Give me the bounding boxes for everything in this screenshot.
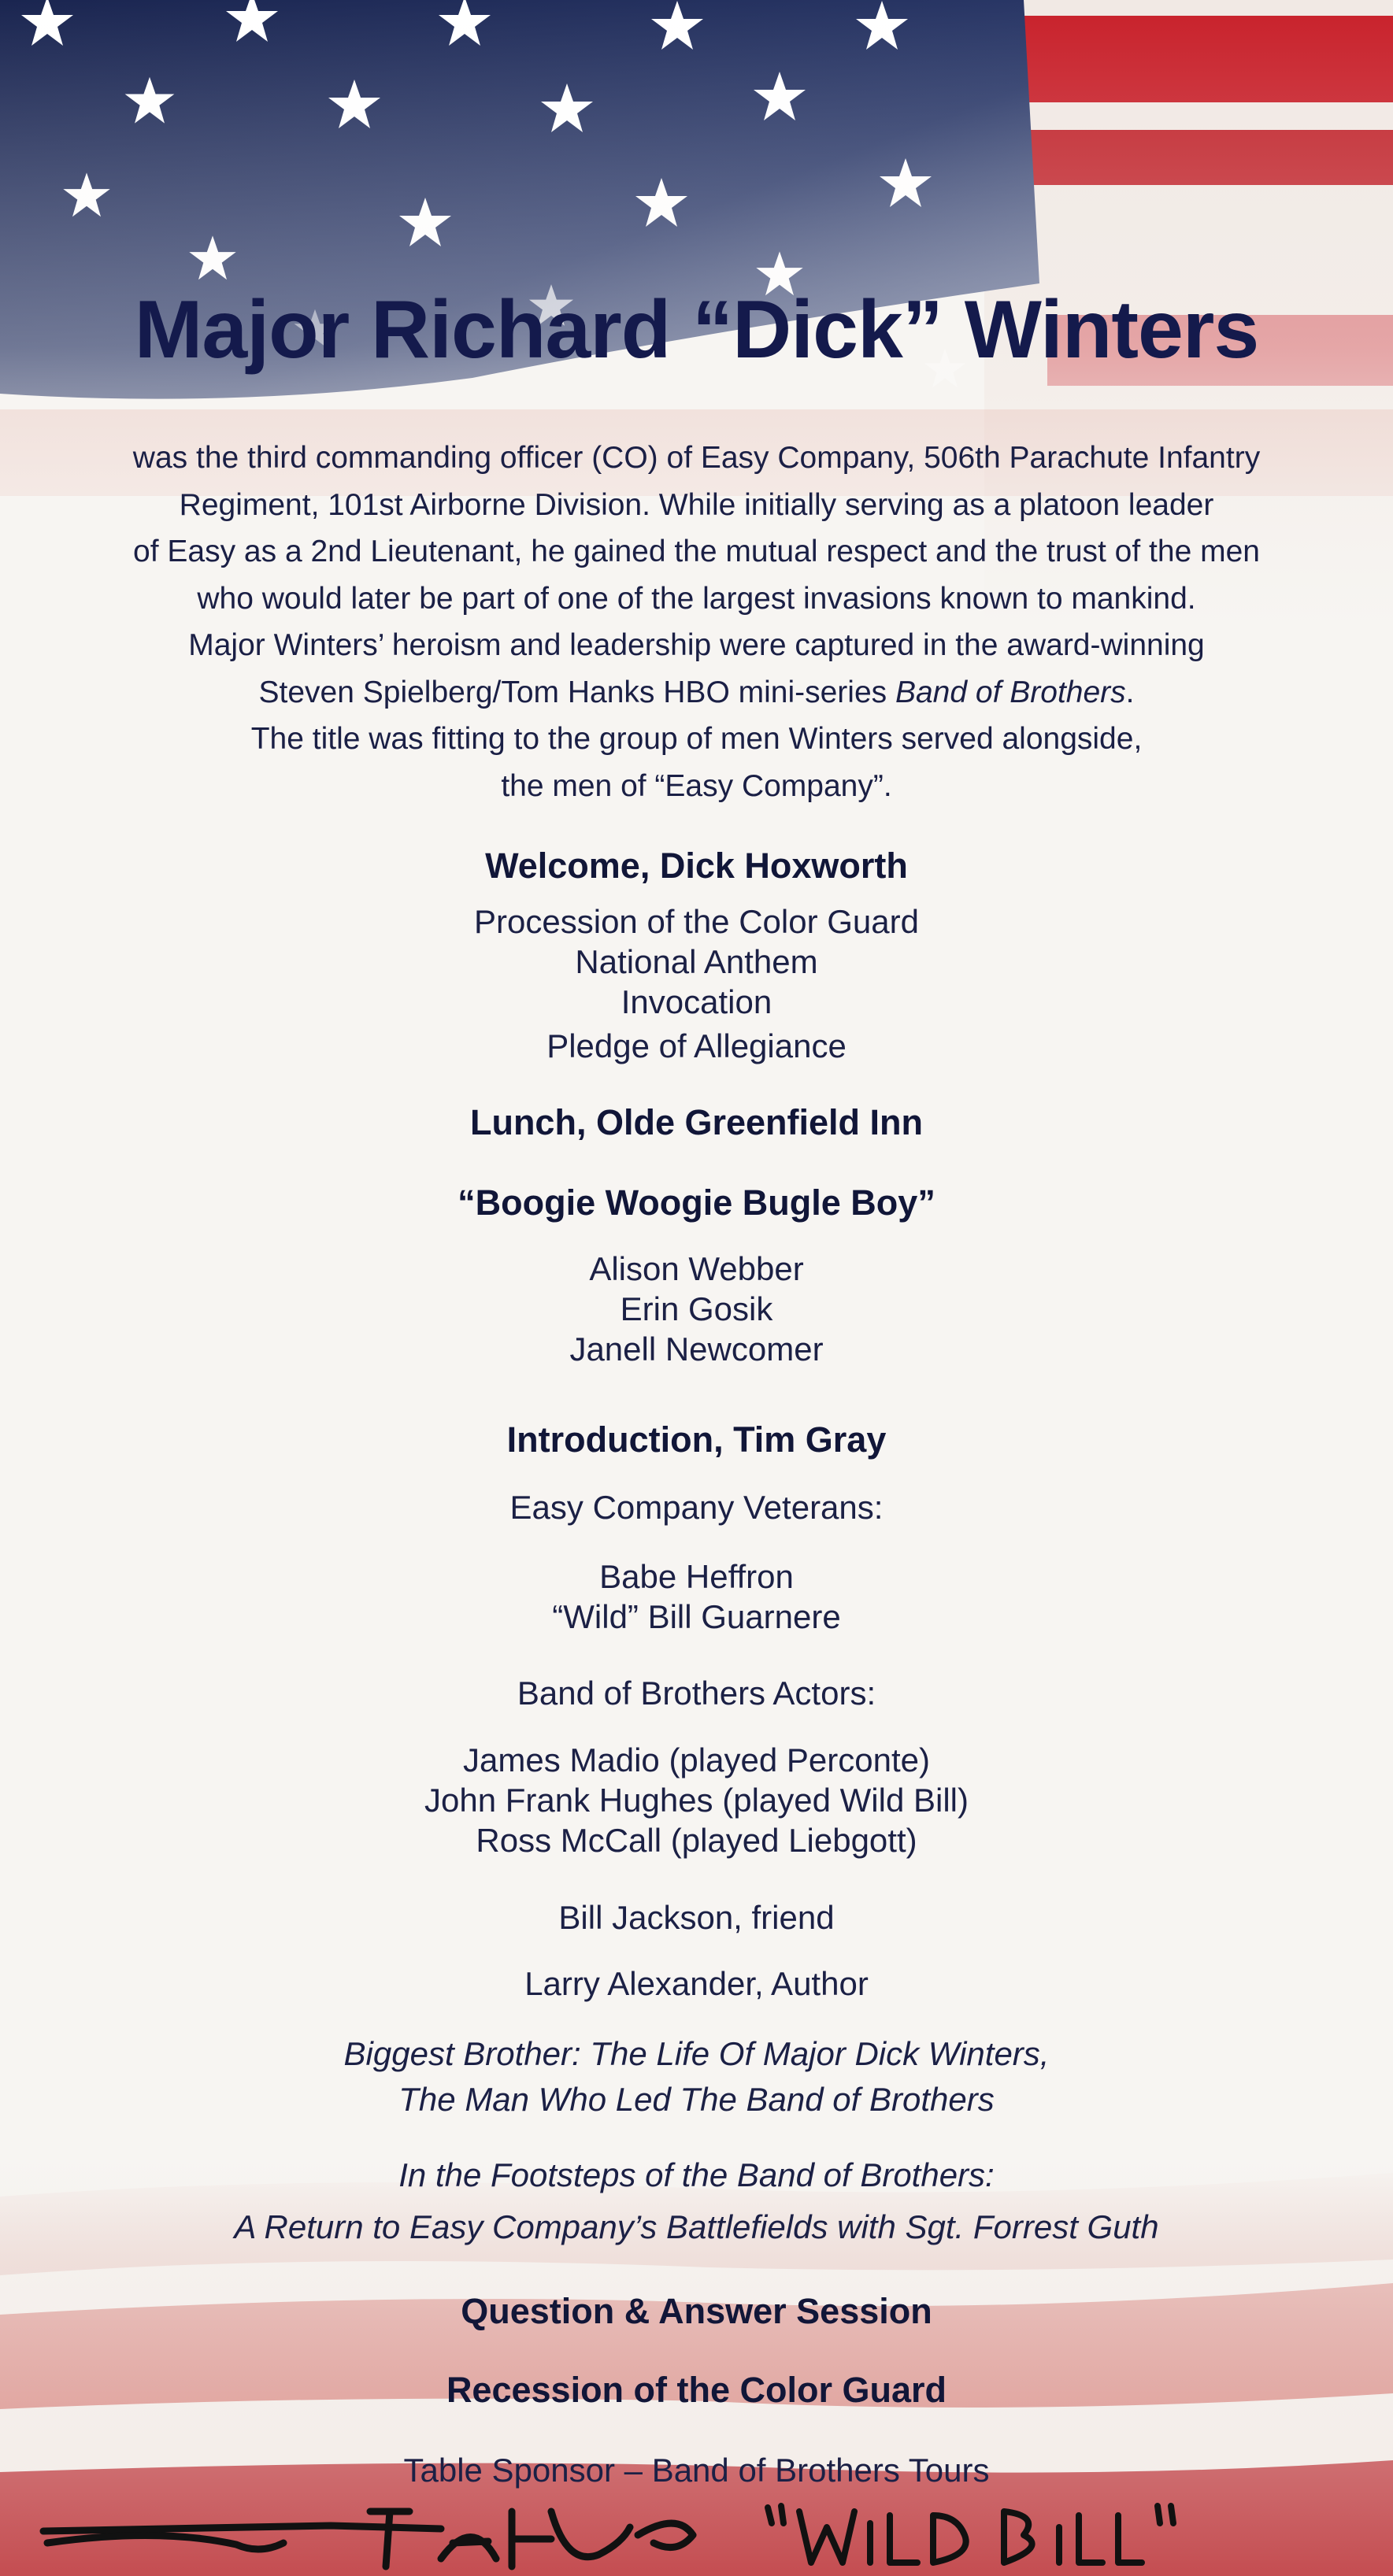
actor-name: Ross McCall (played Liebgott) bbox=[476, 1822, 917, 1859]
lunch-heading: Lunch, Olde Greenfield Inn bbox=[469, 1102, 924, 1142]
signatures bbox=[0, 2480, 1393, 2576]
performer-name: Janell Newcomer bbox=[569, 1331, 824, 1368]
author-row bbox=[0, 1963, 1393, 2004]
veterans-list bbox=[0, 1556, 1393, 1637]
series-prefix: Steven Spielberg/Tom Hanks HBO mini-series bbox=[258, 675, 895, 709]
program-item: National Anthem bbox=[575, 943, 818, 980]
bugle-performers bbox=[0, 1249, 1393, 1369]
biography-line bbox=[94, 669, 1299, 716]
biography-line: The title was fitting to the group of men Winters served alongside, bbox=[250, 722, 1143, 756]
book-title-2 bbox=[0, 2149, 1393, 2253]
book-title-line: The Man Who Led The Band of Brothers bbox=[398, 2081, 995, 2118]
sponsor-text: Table Sponsor – Band of Brothers Tours bbox=[403, 2452, 990, 2489]
author-name: Larry Alexander, Author bbox=[524, 1965, 869, 2002]
lunch-section bbox=[0, 1102, 1393, 1143]
introduction-heading: Introduction, Tim Gray bbox=[506, 1419, 887, 1460]
program-item: Procession of the Color Guard bbox=[474, 903, 919, 940]
biography-line: of Easy as a 2nd Lieutenant, he gained the mutual respect and the trust of the men bbox=[133, 535, 1260, 568]
biography-line: was the third commanding officer (CO) of Easy Company, 506th Parachute Infantry bbox=[132, 441, 1261, 475]
biography-line: Major Winters’ heroism and leadership were captured in the award-winning bbox=[188, 628, 1205, 662]
performer-name: Erin Gosik bbox=[620, 1290, 773, 1327]
qa-heading: Question & Answer Session bbox=[461, 2291, 932, 2331]
veteran-name: “Wild” Bill Guarnere bbox=[552, 1598, 841, 1635]
actors-label-row bbox=[0, 1673, 1393, 1713]
recession-heading: Recession of the Color Guard bbox=[446, 2370, 947, 2410]
program-item: Invocation bbox=[621, 983, 772, 1020]
qa-section bbox=[0, 2291, 1393, 2332]
actors-label: Band of Brothers Actors: bbox=[517, 1675, 876, 1712]
friend-row bbox=[0, 1897, 1393, 1938]
welcome-heading: Welcome, Dick Hoxworth bbox=[485, 846, 908, 886]
biography-paragraph bbox=[94, 435, 1299, 809]
signature-wild-bill bbox=[768, 2506, 1173, 2563]
welcome-items bbox=[0, 901, 1393, 1022]
bugle-section bbox=[0, 1183, 1393, 1223]
biography-line: the men of “Easy Company”. bbox=[501, 768, 892, 803]
program-item: Pledge of Allegiance bbox=[546, 1027, 847, 1064]
introduction-section bbox=[0, 1419, 1393, 1460]
veteran-name: Babe Heffron bbox=[599, 1558, 794, 1595]
welcome-section bbox=[0, 846, 1393, 886]
actor-name: John Frank Hughes (played Wild Bill) bbox=[424, 1782, 969, 1819]
biography-line: Regiment, 101st Airborne Division. While initially serving as a platoon leader bbox=[179, 487, 1214, 522]
book-title-line: A Return to Easy Company’s Battlefields with Sgt. Forrest Guth bbox=[234, 2208, 1159, 2245]
biography-line: who would later be part of one of the largest invasions known to mankind. bbox=[197, 581, 1196, 616]
friend-name: Bill Jackson, friend bbox=[558, 1899, 835, 1936]
veterans-label-row bbox=[0, 1487, 1393, 1527]
series-suffix: . bbox=[1125, 675, 1135, 709]
pledge-row bbox=[0, 1026, 1393, 1066]
actor-name: James Madio (played Perconte) bbox=[463, 1741, 930, 1778]
series-title: Band of Brothers bbox=[895, 675, 1126, 709]
veterans-label: Easy Company Veterans: bbox=[509, 1489, 884, 1526]
signature-frank-john-hughes bbox=[43, 2511, 693, 2567]
book-title-1 bbox=[0, 2031, 1393, 2123]
performer-name: Alison Webber bbox=[589, 1250, 804, 1287]
book-title-line: Biggest Brother: The Life Of Major Dick Winters, bbox=[343, 2035, 1050, 2072]
bugle-heading: “Boogie Woogie Bugle Boy” bbox=[458, 1183, 935, 1223]
recession-section bbox=[0, 2370, 1393, 2411]
book-title-line: In the Footsteps of the Band of Brothers: bbox=[398, 2156, 995, 2193]
actors-list bbox=[0, 1740, 1393, 1860]
page-title: Major Richard “Dick” Winters bbox=[134, 284, 1259, 376]
